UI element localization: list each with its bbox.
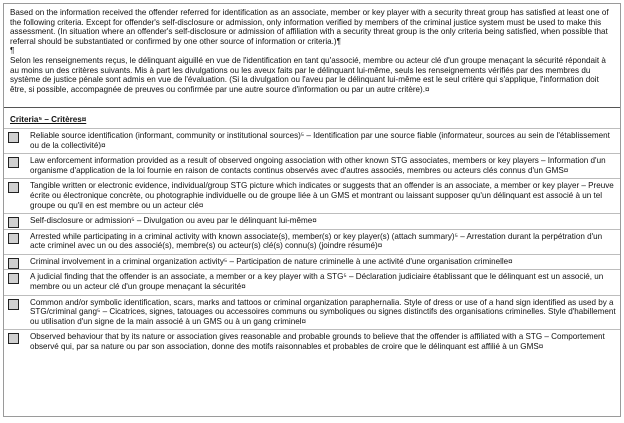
criterion-checkbox[interactable] [8, 182, 19, 193]
criterion-text: Tangible written or electronic evidence, individual/group STG picture which indicates or suggests that an offender is an associate, a member or key player – Preuve écrite ou électronique concrète, ou photographie individuelle ou de groupe liée à un GMS et montrant ou laissant supposer qu'un délinquant est associé à un tel groupe ou qu'il en est membre ou un acteur clé¤ [30, 181, 614, 210]
intro-english: Based on the information received the offender referred for identification as an associate, member or key player with a security threat group has satisfied at least one of the following criteria. Except for offender's self-disclosure or admission, only information verified by members of the criminal justice system must be used to make this assessment. (In situation where an offender's self-disclosure or admission of affiliation with a security threat group is the only criteria being satisfied, when possible that referral should be substantiated or confirmed by one other source of information or criteria.)¶ [10, 8, 609, 46]
intro-pilcrow: ¶ [10, 46, 15, 56]
criterion-checkbox[interactable] [8, 273, 19, 284]
criterion-text: Observed behaviour that by its nature or association gives reasonable and probable grounds to believe that the offender is affiliated with a STG – Comportement observé qui, par sa nature ou par son association, donne des motifs raisonnables et probables de croire que le délinquant est affilié à un GMS¤ [30, 332, 605, 352]
criteria-row-criminal-involvement [4, 254, 620, 270]
criteria-row-arrested [4, 229, 620, 254]
criteria-row-judicial-finding [4, 270, 620, 295]
criterion-checkbox[interactable] [8, 132, 19, 143]
criterion-checkbox[interactable] [8, 157, 19, 168]
criterion-checkbox[interactable] [8, 299, 19, 310]
criteria-row-tangible-evidence [4, 179, 620, 214]
intro-section [4, 4, 620, 94]
criteria-row-self-disclosure [4, 214, 620, 230]
criterion-text: Criminal involvement in a criminal organization activity⁵ – Participation de nature criminelle à une activité d'une organisation criminelle¤ [30, 256, 513, 266]
criteria-row-observed-behaviour [4, 330, 620, 355]
criterion-checkbox[interactable] [8, 258, 19, 269]
criteria-row-law-enforcement [4, 154, 620, 179]
criteria-row-reliable-source [4, 128, 620, 153]
criterion-text: Arrested while participating in a criminal activity with known associate(s), member(s) or key player(s) (attach summary)⁵ – Arrestation durant la perpétration d'un acte criminel avec un ou des associé(s), membre(s) ou acteur(s) clé(s) connu(s) (joindre résumé)¤ [30, 231, 603, 251]
criteria-table [4, 128, 620, 355]
criterion-checkbox[interactable] [8, 217, 19, 228]
criterion-checkbox[interactable] [8, 233, 19, 244]
criterion-text: Self-disclosure or admission⁵ – Divulgation ou aveu par le délinquant lui-même¤ [30, 216, 317, 226]
criterion-text: A judicial finding that the offender is an associate, a member or a key player with a STG⁵ – Déclaration judiciaire établissant que le délinquant est un associé, un membre ou un acteur clé d'un groupe menaçant la sécurité¤ [30, 272, 604, 292]
intro-french: Selon les renseignements reçus, le délinquant aiguillé en vue de l'identification en tant qu'associé, membre ou acteur clé d'un groupe menaçant la sécurité répondait à au moins un des critères suivants. Mis à part les divulgations ou les aveux faits par le délinquant lui-même, seuls les renseignements vérifiés par des membres du système de justice pénale sont admis en vue de l'évaluation. (Si la divulgation ou l'aveu par le délinquant lui-même est le seul critère qui s'applique, l'information doit être, si possible, accompagnée de preuves ou confirmée par une autre source d'information ou par un autre critère).¤ [10, 55, 606, 94]
criterion-text: Common and/or symbolic identification, scars, marks and tattoos or criminal organization paraphernalia. Style of dress or use of a hand sign identified as used by a STG/criminal gang⁵ – Cicatrices, signes, tatouages ou accessoires communs ou symboliques ou signes distinctifs des organisations criminelles. Style d'habillement ou utilisation d'un signe de la main associé à un GMS ou à un gang criminel¤ [30, 297, 616, 326]
criterion-text: Law enforcement information provided as a result of observed ongoing association with other known STG associates, members or key players – Information d'un organisme d'application de la loi fournie en raison de contacts continus observés avec d'autres associés, membres ou acteurs clés connus d'un GMS¤ [30, 156, 606, 175]
criterion-text: Reliable source identification (informant, community or institutional sources)⁵ – Identification par une source fiable (informateur, sources au sein de l'établissement ou de la collectivité)¤ [30, 130, 610, 150]
document-page [3, 3, 621, 417]
criteria-row-symbolic-identification [4, 295, 620, 330]
criteria-heading: Criteria⁵ – Critères¤ [4, 107, 620, 128]
criterion-checkbox[interactable] [8, 333, 19, 344]
